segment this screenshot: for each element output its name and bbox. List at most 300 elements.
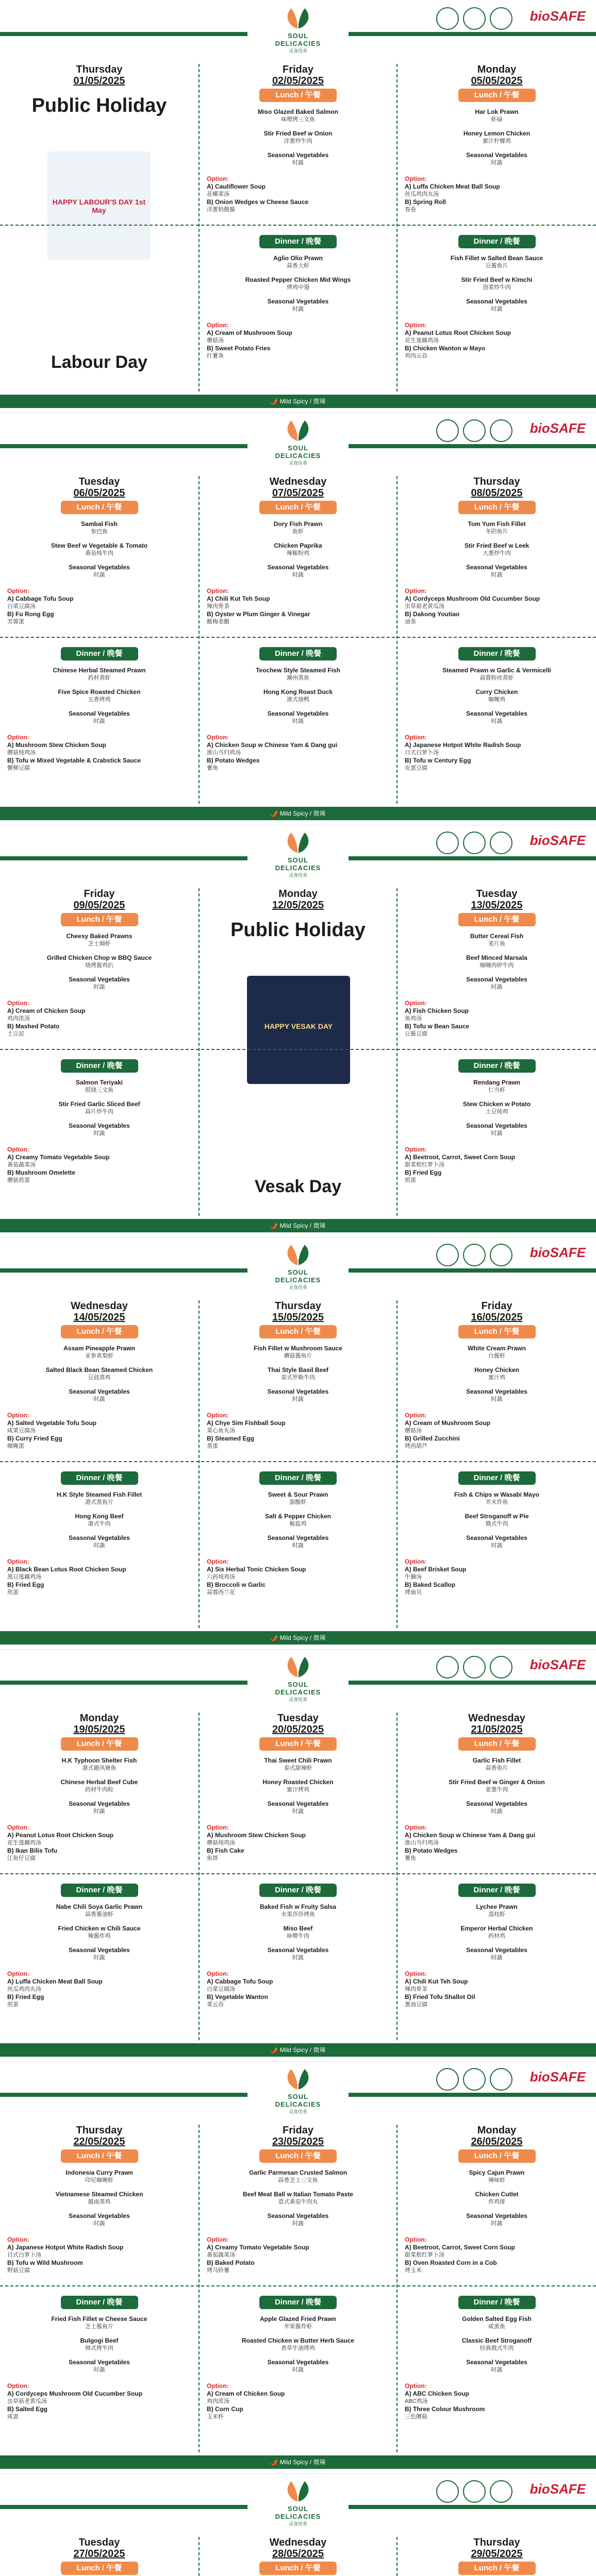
dish-name-chinese: 姜葱牛肉 [485,1787,508,1793]
option-item: B) Fried Egg [7,1581,44,1588]
hpb-badge-icon [490,7,512,30]
dish-item [200,2212,396,2228]
lunch-section-badge: Lunch / 午餐 [259,501,337,514]
dish-name-chinese: 泰式甜辣虾 [284,1765,312,1771]
brand-name: SOUL DELICACIES [275,2093,321,2108]
dish-name-chinese: 泰式罗勒牛肉 [281,1375,315,1381]
brand-name: SOUL DELICACIES [275,444,321,460]
legend-footer: 🌶️ Mild Spicy / 微辣 [0,1631,596,1645]
option-label: Option: [405,2236,427,2243]
dish-item [398,688,596,704]
dinner-section-badge: Dinner / 晚餐 [259,235,337,248]
option-list [405,1558,590,1597]
dish-item [200,1946,396,1962]
dish-item [398,1491,596,1506]
dish-name: Baked Fish w Fruity Salsa [259,1903,337,1910]
page-header [0,413,596,476]
dish-name: Nabe Chili Soya Garlic Prawn [56,1903,143,1910]
menu-page [0,1238,596,1650]
section-divider [0,1049,596,1050]
dish-name: Chicken Paprika [274,542,322,549]
option-item: B) Potato Wedges [405,1847,458,1854]
day-name: Thursday [473,2537,520,2548]
dinner-section-badge: Dinner / 晚餐 [259,1884,337,1897]
option-item-chinese: 蘑菇炖鸡汤 [207,1840,235,1846]
option-item: B) Mushroom Omelette [7,1169,76,1176]
dish-item [0,954,198,970]
ministry-badge-icon [463,2480,486,2503]
option-label: Option: [207,2382,229,2389]
dish-name: Seasonal Vegetables [69,2359,130,2366]
day-column [198,1713,398,2040]
dish-name-chinese: 时蔬 [491,1955,503,1961]
option-item: B) Fried Egg [7,1993,44,2001]
ministry-badge-icon [463,1656,486,1679]
option-item: A) Chicken Soup w Chinese Yam & Dang gui [207,741,338,749]
dish-name-chinese: 仁当虾 [488,1087,505,1093]
option-item: A) Peanut Lotus Root Chicken Soup [405,329,511,336]
dish-item [398,520,596,536]
dish-name-chinese: 辣椒粉鸡 [287,550,309,556]
dish-item [398,2191,596,2206]
option-item: A) Mushroom Stew Chicken Soup [207,1832,306,1839]
dish-name: Seasonal Vegetables [267,1946,329,1954]
option-item: B) Tofu w Mixed Vegetable & Crabstick Sauce [7,757,141,764]
option-item: B) Broccoli w Garlic [207,1581,266,1588]
option-item-chinese: 黑豆莲藕鸡汤 [7,1574,41,1580]
lunch-section-badge: Lunch / 午餐 [61,1325,138,1338]
option-item-chinese: 薯角 [405,1855,416,1861]
option-item-chinese: 日式白萝卜汤 [405,750,439,756]
dish-item [0,1757,198,1772]
hpb-badge-icon [490,1244,512,1266]
biosafe-logo: bioSAFE [529,1245,586,1260]
option-item-chinese: 洋葱奶酪酱 [207,207,235,213]
day-name: Friday [84,888,115,900]
lunch-section-badge: Lunch / 午餐 [259,89,337,102]
dish-name: Seasonal Vegetables [466,151,527,159]
day-name: Friday [481,1300,512,1312]
dish-name: Seasonal Vegetables [466,1122,527,1129]
dish-item [398,1079,596,1094]
option-item: B) Ikan Bilis Tofu [7,1847,58,1854]
dish-name-chinese: 时蔬 [93,1955,105,1961]
option-label: Option: [7,1970,29,1977]
dish-name: Har Lok Prawn [475,108,519,115]
header-bar-left [0,444,247,448]
day-date: 05/05/2025 [471,75,523,87]
option-label: Option: [405,321,427,329]
option-item: A) Cauliflower Soup [207,183,266,190]
option-list [207,321,392,360]
dish-name-chinese: 参巴鱼 [91,529,108,535]
certification-badges [369,419,586,443]
lunch-section-badge: Lunch / 午餐 [259,1325,337,1338]
day-heading [398,2125,596,2147]
dish-name: Seasonal Vegetables [267,710,329,717]
dish-name-chinese: 蜜汁柠檬鸡 [483,138,511,144]
brand-logo [272,2066,324,2117]
dish-name: Assam Pineapple Prawn [63,1345,135,1352]
day-date: 15/05/2025 [272,1312,324,1323]
dish-item [0,1122,198,1138]
dish-item [200,1778,396,1794]
dish-name: Emperor Herbal Chicken [460,1925,533,1932]
day-column [398,476,596,804]
hpb-badge-icon [490,832,512,854]
dish-name-chinese: 潮州蒸鱼 [287,675,309,681]
dish-name-chinese: 蒜蓉粉丝蒸虾 [479,675,514,681]
dish-name: Garlic Parmesan Crusted Salmon [249,2169,347,2176]
dish-item [398,1122,596,1138]
dish-name: Seasonal Vegetables [466,2359,527,2366]
option-list [207,2236,392,2275]
option-item: B) Corn Cup [207,2405,243,2413]
dish-item [398,542,596,557]
legend-footer: 🌶️ Mild Spicy / 微辣 [0,1219,596,1232]
dish-name: Lychee Prawn [476,1903,518,1910]
dish-item [0,1534,198,1550]
dish-name: Classic Beef Stroganoff [461,2337,532,2344]
option-item-chinese: 芙蓉蛋 [7,619,24,625]
option-label: Option: [207,734,229,741]
option-list [207,175,392,214]
dish-item [398,276,596,292]
dish-item [0,2315,198,2331]
dish-name-chinese: 泡菜炒牛肉 [483,284,511,291]
dish-name-chinese: 蒜香酱油虾 [85,1911,113,1918]
option-label: Option: [7,1412,29,1419]
ministry-badge-icon [463,2068,486,2091]
dish-item [200,2169,396,2184]
dish-item [200,1513,396,1528]
header-bar-right [349,1268,596,1273]
dish-item [200,2337,396,2352]
dish-item [0,564,198,579]
dish-item [200,710,396,725]
day-heading [0,2125,198,2147]
dish-name-chinese: 烧烤酱鸡扒 [85,962,113,969]
day-column [198,2125,398,2452]
option-item-chinese: 豆酱豆腐 [405,1031,427,1037]
option-list [405,2382,590,2421]
dish-item [398,1757,596,1772]
dish-name: Chicken Cutlet [475,2191,519,2198]
option-item-chinese: 油条 [405,619,416,625]
brand-name: SOUL DELICACIES [275,856,321,872]
dish-item [200,1903,396,1919]
dish-name: Hong Kong Beef [75,1513,124,1520]
dish-name-chinese: 时蔬 [491,984,503,990]
dinner-section-badge: Dinner / 晚餐 [61,647,138,660]
lunch-section-badge: Lunch / 午餐 [61,501,138,514]
dish-name-chinese: 经典俄式牛肉 [479,2345,514,2351]
biosafe-logo: bioSAFE [529,833,586,848]
dish-item [200,255,396,270]
day-heading [398,2537,596,2560]
option-item-chinese: 淮山当归鸡汤 [405,1840,439,1846]
dish-name-chinese: 药材牛肉粒 [85,1787,113,1793]
option-item-chinese: 甜菜根红萝卜汤 [405,1162,444,1168]
holiday-title: Public Holiday [230,919,366,941]
option-item-chinese: 花椰菜汤 [207,191,229,197]
dish-name-chinese: 椒盐鸡 [289,1521,307,1527]
dish-item [200,1757,396,1772]
page-header [0,825,596,888]
option-item-chinese: 蘑菇汤 [405,1428,422,1434]
day-heading [200,1713,396,1735]
halal-badge-icon [436,2480,459,2503]
dish-item [200,667,396,682]
option-item: B) Fu Rong Egg [7,611,54,618]
dish-item [398,298,596,313]
option-item: B) Tofu w Bean Sauce [405,1023,470,1030]
dish-item [0,710,198,725]
dish-item [398,954,596,970]
dish-name-chinese: 时蔬 [292,160,304,166]
holiday-illustration [47,151,151,260]
dish-name-chinese: 时蔬 [292,1955,304,1961]
option-label: Option: [207,587,229,595]
dish-item [200,1925,396,1940]
holiday-name: Vesak Day [254,1177,342,1196]
option-item-chinese: 辣肉骨茶 [207,603,229,609]
dish-name-chinese: 时蔬 [491,1130,503,1137]
option-item: A) Black Bean Lotus Root Chicken Soup [7,1566,126,1573]
dish-item [398,108,596,124]
week-grid [0,2537,596,2576]
dish-name: Rendang Prawn [473,1079,520,1086]
option-label: Option: [7,2236,29,2243]
option-item: B) Steamed Egg [207,1435,255,1442]
dish-name: Salt & Pepper Chicken [264,1513,332,1520]
day-name: Thursday [473,476,520,487]
section-divider [0,1873,596,1874]
option-item-chinese: 皮蛋豆腐 [405,765,427,771]
page-header [0,1,596,64]
option-item: A) Cream of Chicken Soup [207,2390,285,2397]
dish-name-chinese: 港式牛肉 [88,1521,111,1527]
dish-name-chinese: 水果莎莎烤鱼 [281,1911,315,1918]
day-date: 01/05/2025 [73,75,125,87]
day-date: 07/05/2025 [272,487,324,499]
biosafe-logo: bioSAFE [529,420,586,436]
day-heading [0,2537,198,2560]
header-bar-left [0,1681,247,1685]
option-item: A) Creamy Tomato Vegetable Soup [7,1154,110,1161]
dish-name: White Cream Prawn [468,1345,526,1352]
dinner-section-badge: Dinner / 晚餐 [61,2296,138,2309]
dish-name-chinese: 咸蛋鱼 [488,2324,505,2330]
option-label: Option: [405,1558,427,1565]
dish-item [398,1100,596,1116]
dish-name: Tom Yum Fish Fillet [468,520,526,528]
day-heading [398,476,596,499]
option-item: A) Fish Chicken Soup [405,1007,469,1014]
dish-name-chinese: 时蔬 [491,718,503,724]
option-item-chinese: 春卷 [405,207,416,213]
option-label: Option: [207,321,229,329]
option-label: Option: [207,175,229,182]
option-item: B) Fish Cake [207,1847,244,1854]
dinner-section-badge: Dinner / 晚餐 [458,1471,536,1485]
option-label: Option: [7,1824,29,1831]
brand-subtitle: 灵食佳肴 [288,461,307,466]
option-item: B) Oven Roasted Corn in a Cob [405,2259,497,2266]
day-column [0,888,198,1216]
dish-item [200,1534,396,1550]
option-item: A) Cordyceps Mushroom Old Cucumber Soup [7,2390,143,2397]
dish-name-chinese: 时蔬 [93,1543,105,1549]
dish-name: Stir Fried Beef w Onion [263,130,333,137]
option-item: A) Beef Brisket Soup [405,1566,467,1573]
dish-name-chinese: 豆豉蒸鸡 [88,1375,111,1381]
option-list [207,1824,392,1862]
dish-name-chinese: 烤鸡中翅 [287,284,309,291]
dish-item [0,2191,198,2206]
option-label: Option: [405,175,427,182]
brand-logo [272,1242,324,1293]
dish-item [398,1366,596,1382]
option-list [405,999,590,1038]
option-label: Option: [405,999,427,1007]
dish-item [200,130,396,145]
option-item: A) Chili Kut Teh Soup [405,1978,468,1985]
menu-page [0,413,596,825]
option-list [405,321,590,360]
dish-item [398,2169,596,2184]
dish-name: Fish Fillet w Salted Bean Sauce [450,255,543,262]
option-item: A) Cabbage Tofu Soup [7,595,74,602]
option-label: Option: [207,1824,229,1831]
header-bar-left [0,2093,247,2097]
option-list [207,1558,392,1597]
option-item-chinese: 烤扇贝 [405,1589,422,1596]
dish-item [398,1388,596,1403]
dish-name-chinese: 洋葱炒牛肉 [284,138,312,144]
dish-name: Thai Sweet Chili Prawn [264,1757,332,1764]
day-column [398,1713,596,2040]
day-heading [200,2537,396,2560]
dish-name-chinese: 蘑菇酱鱼片 [284,1353,312,1359]
menu-page [0,825,596,1238]
brand-logo [272,829,324,881]
dish-name: Seasonal Vegetables [466,710,527,717]
dish-name: Sambal Fish [81,520,118,528]
option-item-chinese: 烤西葫芦 [405,1443,427,1449]
dinner-section-badge: Dinner / 晚餐 [458,1059,536,1073]
option-item: B) Chicken Wanton w Mayo [405,345,486,352]
option-list [7,734,193,772]
option-item: A) Chicken Soup w Chinese Yam & Dang gui [405,1832,536,1839]
week-grid [0,1713,596,2040]
header-bar-left [0,856,247,860]
brand-logo [272,2478,324,2530]
dish-name: Honey Chicken [474,1366,519,1374]
day-name: Tuesday [476,888,518,900]
dish-item [0,1345,198,1360]
dish-name-chinese: 时蔬 [491,306,503,312]
dish-name: Steamed Prawn w Garlic & Vermicelli [442,667,551,674]
legend-footer: 🌶️ Mild Spicy / 微辣 [0,2455,596,2469]
dish-item [398,933,596,948]
lunch-section-badge: Lunch / 午餐 [458,2149,536,2163]
dish-name-chinese: 时蔬 [491,2221,503,2227]
option-item: A) Luffa Chicken Meat Ball Soup [7,1978,103,1985]
dish-name-chinese: 俄式牛肉 [485,1521,508,1527]
day-date: 06/05/2025 [73,487,125,499]
option-label: Option: [7,734,29,741]
dinner-section-badge: Dinner / 晚餐 [61,1059,138,1073]
option-item-chinese: 虫草菇老黄瓜汤 [405,603,444,609]
header-bar-right [349,1681,596,1685]
section-divider [0,637,596,638]
dish-name: Honey Lemon Chicken [463,130,531,137]
dish-name: Vietnamese Steamed Chicken [55,2191,143,2198]
day-name: Thursday [76,64,123,75]
dish-item [398,667,596,682]
option-list [7,1824,193,1862]
biosafe-logo: bioSAFE [529,8,586,24]
lunch-section-badge: Lunch / 午餐 [61,1737,138,1751]
dish-name: Seasonal Vegetables [69,1946,130,1954]
dish-name-chinese: 甜酸虾 [289,1499,307,1505]
dinner-section-badge: Dinner / 晚餐 [458,647,536,660]
dish-item [200,2191,396,2206]
option-label: Option: [7,2382,29,2389]
option-item: A) Beetroot, Carrot, Sweet Corn Soup [405,2244,516,2251]
day-heading [398,1713,596,1735]
dinner-section-badge: Dinner / 晚餐 [259,1471,337,1485]
dish-name: Curry Chicken [475,688,518,696]
dish-item [200,564,396,579]
day-column [0,1300,198,1628]
dish-item [0,542,198,557]
option-list [7,2236,193,2275]
dish-item [0,1513,198,1528]
certification-badges [369,1656,586,1680]
dish-name-chinese: 咖喱鸡 [488,697,505,703]
halal-badge-icon [436,1244,459,1266]
ministry-badge-icon [463,419,486,442]
ministry-badge-icon [463,832,486,854]
day-heading [200,888,396,911]
dish-name: Seasonal Vegetables [267,1534,329,1541]
lunch-section-badge: Lunch / 午餐 [458,2562,536,2575]
dish-name: Bulgogi Beef [80,2337,119,2344]
lunch-section-badge: Lunch / 午餐 [259,2562,337,2575]
option-list [405,734,590,772]
option-item-chinese: 煎蛋 [7,2002,19,2008]
dish-name-chinese: 蒜香芝士三文鱼 [278,2177,318,2183]
dish-name-chinese: 港式蒸鱼片 [85,1499,113,1505]
option-item-chinese: 蟹柳豆腐 [7,765,30,771]
option-item-chinese: 蒸蛋 [207,1443,218,1449]
option-label: Option: [405,1412,427,1419]
option-item: B) Onion Wedges w Cheese Sauce [207,198,309,206]
lunch-section-badge: Lunch / 午餐 [458,89,536,102]
option-item-chinese: 煎蛋 [7,1589,19,1596]
day-column [398,888,596,1216]
dish-name-chinese: 土豆炖鸡 [485,1109,508,1115]
dish-name: Seasonal Vegetables [466,298,527,305]
dinner-section-badge: Dinner / 晚餐 [61,1884,138,1897]
brand-name: SOUL DELICACIES [275,2505,321,2520]
option-item-chinese: 白菜豆腐汤 [207,1986,235,1992]
halal-badge-icon [436,2068,459,2091]
option-item-chinese: 牛腩汤 [405,1574,422,1580]
option-item-chinese: 咖喱蛋 [7,1443,24,1449]
